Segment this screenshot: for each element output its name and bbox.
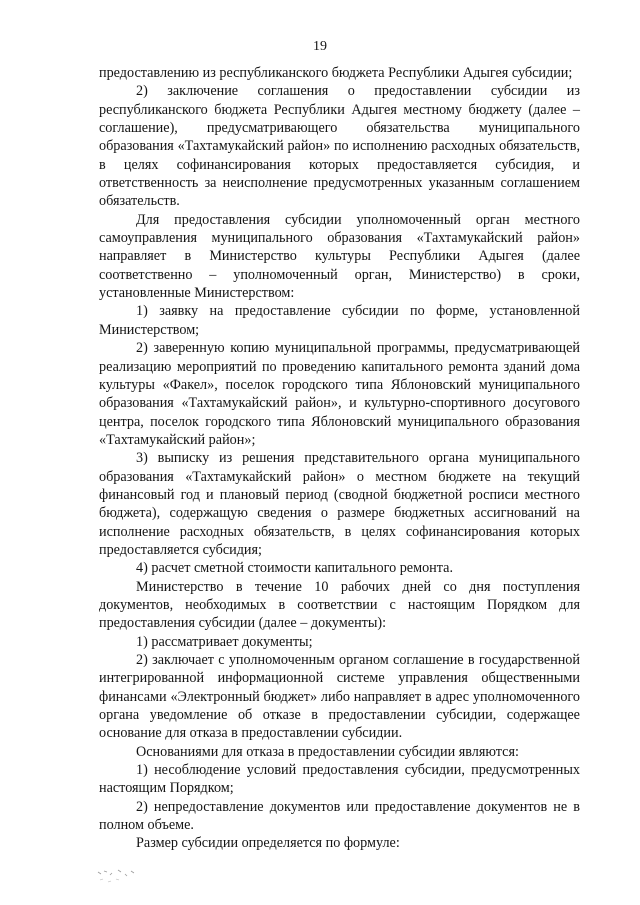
- paragraph-12: 1) несоблюдение условий предоставления субсидии, предусмотренных настоящим Порядком;: [99, 762, 580, 797]
- paragraph-2: 2) заключение соглашения о предоставлении субсидии из республиканского бюджета Республики Адыгея местному бюджету (далее – соглашение), предусматривающего обязательства муниципального образования «Тахтамукайский район» по исполнению расходных обязательств, в целях софинансирования которых предоставляется субсидия, и ответственность за неисполнение предусмотренных указанным соглашением обязательств.: [99, 83, 580, 210]
- paragraph-1: предоставлению из республиканского бюджета Республики Адыгея субсидии;: [99, 65, 573, 81]
- document-body: [99, 64, 580, 853]
- paragraph-13: 2) непредоставление документов или предоставление документов не в полном объеме.: [99, 798, 580, 834]
- paragraph-6: 3) выписку из решения представительного органа муниципального образования «Тахтамукайский район» о местном бюджете на текущий финансовый год и плановый период (сводной бюджетной росписи местного бюджета), содержащую сведения о размере бюджетных ассигнований на исполнение расходных обязательств, в целях софинансирования которых предоставляется субсидия;: [99, 450, 580, 558]
- paragraph-3: Для предоставления субсидии уполномоченный орган местного самоуправления муниципального образования «Тахтамукайский район» направляет в Министерство культуры Республики Адыгея (далее соответственно – уполномоченный орган, Министерство) в сроки, установленные Министерством:: [99, 211, 580, 302]
- paragraph-5: 2) заверенную копию муниципальной программы, предусматривающей реализацию мероприятий по проведению капитального ремонта зданий дома культуры «Факел», поселок городского типа Яблоновский муниципального образования «Тахтамукайский район», и культурно-спортивного досугового центра, поселок городского типа Яблоновский муниципального образования «Тахтамукайский район»;: [99, 340, 580, 448]
- paragraph-10: 2) заключает с уполномоченным органом соглашение в государственной интегрированной информационной системе управления общественными финансами «Электронный бюджет» либо направляет в адрес уполномоченного органа уведомление об отказе в предоставлении субсидии, содержащее основание для отказа в предоставлении субсидии.: [99, 652, 580, 742]
- scan-artifact: [92, 858, 152, 888]
- paragraph-11: Основаниями для отказа в предоставлении субсидии являются:: [136, 743, 519, 760]
- paragraph-8: Министерство в течение 10 рабочих дней со дня поступления документов, необходимых в соответствии с настоящим Порядком для предоставления субсидии (далее – документы):: [99, 578, 580, 632]
- page-number: 19: [313, 39, 327, 54]
- paragraph-14: Размер субсидии определяется по формуле:: [136, 835, 400, 852]
- paragraph-7: 4) расчет сметной стоимости капитального ремонта.: [136, 560, 453, 577]
- paragraph-9: 1) рассматривает документы;: [136, 633, 313, 650]
- paragraph-4: 1) заявку на предоставление субсидии по форме, установленной Министерством;: [99, 303, 580, 338]
